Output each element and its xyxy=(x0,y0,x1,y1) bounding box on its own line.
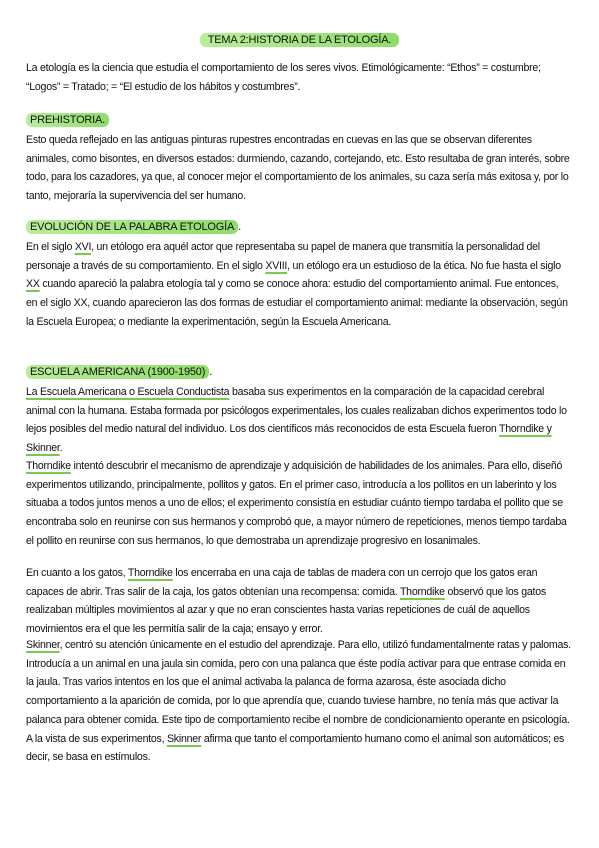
text-span: , un etólogo era aquél actor que representaba su papel de manera que transmitía la personalidad del personaje a través de su comportamiento. En el siglo xyxy=(26,241,540,272)
intro-paragraph: La etología es la ciencia que estudia el comportamiento de los seres vivos. Etimológicamente: “Ethos” = costumbre; “Logos” = Tratado; = “El estudio de los hábitos y costumbres”. xyxy=(26,62,541,93)
text-span: En el siglo xyxy=(26,241,75,253)
text-span: basaba sus experimentos en la comparación de la capacidad cerebral animal con la humana. Estaba formada por psicólogos experimentales, los cuales realizaban dichos experimentos todo lo lejos posibles del medio natural del individuo. Los dos científicos más reconocidos de esta Escuela fueron xyxy=(26,386,567,436)
section-heading-escuela xyxy=(26,366,212,378)
text-span: . xyxy=(59,442,63,455)
evolucion-paragraph xyxy=(26,238,571,332)
text-span: cuando apareció la palabra etología tal y como se conoce ahora: estudio del comportamiento animal. Fue entonces, en el siglo XX, cuando aparecieron las dos formas de estudiar el comportamiento animal: mediante la observación, según la Escuela Europea; o mediante la experimentación, según la Escuela Americana. xyxy=(26,278,568,328)
text-span: , un etólogo era un estudioso de la ética. No fue hasta el siglo xyxy=(287,259,561,272)
underlined-term: Skinner xyxy=(26,639,60,651)
text-span: afirma que tanto el comportamiento humano como el animal son automáticos; es decir, se basa en estímulos. xyxy=(26,732,565,764)
underlined-term: Skinner xyxy=(166,732,202,745)
prehistoria-paragraph: Esto queda reflejado en las antiguas pinturas rupestres encontradas en cuevas en las que se observan diferentes animales, como bisontes, en diversos estados: durmiendo, cazando, cortejando, etc. Esto resultaba de gran interés, sobre todo, para los cazadores, ya que, al conocer mejor el comportamiento de los animales, su caza sería más exitosa y, por lo tanto, mejoraría la supervivencia del ser humano. xyxy=(26,134,570,203)
heading-suffix: . xyxy=(238,221,241,233)
escuela-paragraph-1 xyxy=(26,383,571,458)
text-span: intentó descubrir el mecanismo de aprendizaje y adquisición de habilidades de los animales. Para ello, diseñó experimentos utilizando, principalmente, pollitos y gatos. En el primer caso, introducía a los pollitos en un laberinto y los situaba a todos juntos menos a uno de ellos; el experimento consistía en estudiar cuánto tiempo tardaba el pollito que se encontraba solo en reunirse con sus hermanos y comprobó que, a mayor número de repeticiones, menos tiempo tardaba el pollito en reunirse con sus hermanos, lo que demostraba un aprendizaje progresivo en losanimales. xyxy=(26,460,567,547)
title-highlight: TEMA 2:HISTORIA DE LA ETOLOGÍA. xyxy=(200,33,400,47)
heading-highlight: PREHISTORIA. xyxy=(26,113,109,127)
text-span: observó que los gatos realizaban múltiples movimientos al azar y que no eran conscientes hasta varias repeticiones de cuál de aquellos movimientos era el que les permitía salir de la caja; ensayo y error. xyxy=(26,585,546,636)
skinner-paragraph xyxy=(26,636,571,767)
underlined-term: Thorndike xyxy=(127,567,173,579)
underlined-term: La Escuela Americana o Escuela Conductista xyxy=(26,386,230,398)
text-span: En cuanto a los gatos, xyxy=(26,567,128,579)
text-span: los encerraba en una caja de tablas de madera con un cerrojo que los gatos eran capaces de abrir. Tras salir de la caja, los gatos obtenían una recompensa: comida. xyxy=(26,567,538,598)
gatos-paragraph xyxy=(26,564,571,639)
underlined-term: XVI xyxy=(74,241,92,253)
text-span: , centró su atención únicamente en el estudio del aprendizaje. Para ello, utilizó fundamentalmente ratas y palomas. Introducía a un animal en una jaula sin comida, pero con una palanca que éste podía activar para que entrase comida en la jaula. Tras varios intentos en los que el animal activaba la palanca de forma azarosa, éste asociada dicho comportamiento a la aparición de comida, por lo que aprendía que, cuando tuviese hambre, no tenía más que activar la palanca para obtener comida. Este tipo de comportamiento recibe el nombre de condicionamiento operante en psicología. A la vista de sus experimentos, xyxy=(26,639,571,745)
underlined-term: Thorndike y Skinner xyxy=(26,423,552,455)
underlined-term: Thorndike xyxy=(399,585,445,598)
heading-highlight: ESCUELA AMERICANA (1900-1950) xyxy=(26,365,209,379)
underlined-term: XVIII xyxy=(265,259,288,272)
underlined-term: Thorndike xyxy=(26,460,71,472)
underlined-term: XX xyxy=(26,278,40,291)
heading-suffix: . xyxy=(209,366,213,378)
document-title xyxy=(0,34,599,46)
heading-highlight: EVOLUCIÓN DE LA PALABRA ETOLOGÍA xyxy=(26,220,238,234)
thorndike-paragraph xyxy=(26,457,571,551)
section-heading-prehistoria xyxy=(26,114,109,126)
section-heading-evolucion xyxy=(26,221,241,233)
